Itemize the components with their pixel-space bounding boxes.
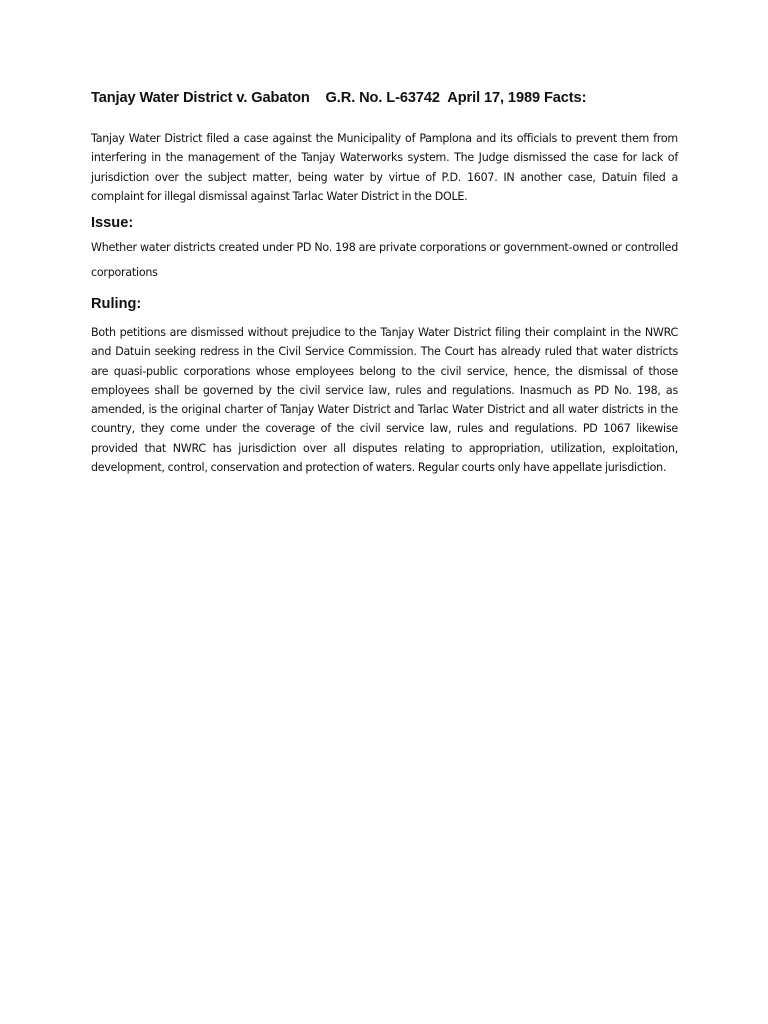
- document-title: Tanjay Water District v. Gabaton G.R. No. L-63742 April 17, 1989 Facts:: [91, 90, 587, 106]
- facts-paragraph: Tanjay Water District filed a case against the Municipality of Pamplona and its officials to prevent them from interfering in the management of the Tanjay Waterworks system. The Judge dismissed the case for lack of jurisdiction over the subject matter, being water by virtue of P.D. 1607. IN another case, Datuin filed a complaint for illegal dismissal against Tarlac Water District in the DOLE.: [91, 132, 678, 203]
- ruling-heading: Ruling:: [91, 296, 142, 312]
- ruling-paragraph: Both petitions are dismissed without prejudice to the Tanjay Water District filing their complaint in the NWRC and Datuin seeking redress in the Civil Service Commission. The Court has already ruled that water districts are quasi-public corporations whose employees belong to the civil service, hence, the dismissal of those employees shall be governed by the civil service law, rules and regulations. Inasmuch as PD No. 198, as amended, is the original charter of Tanjay Water District and Tarlac Water District and all water districts in the country, they come under the coverage of the civil service law, rules and regulations. PD 1067 likewise provided that NWRC has jurisdiction over all disputes relating to appropriation, utilization, exploitation, development, control, conservation and protection of waters. Regular courts only have appellate jurisdiction.: [91, 326, 678, 475]
- issue-paragraph: Whether water districts created under PD No. 198 are private corporations or government-owned or controlled corporations: [91, 241, 678, 279]
- document-page: [91, 90, 678, 477]
- issue-heading: Issue:: [91, 215, 134, 232]
